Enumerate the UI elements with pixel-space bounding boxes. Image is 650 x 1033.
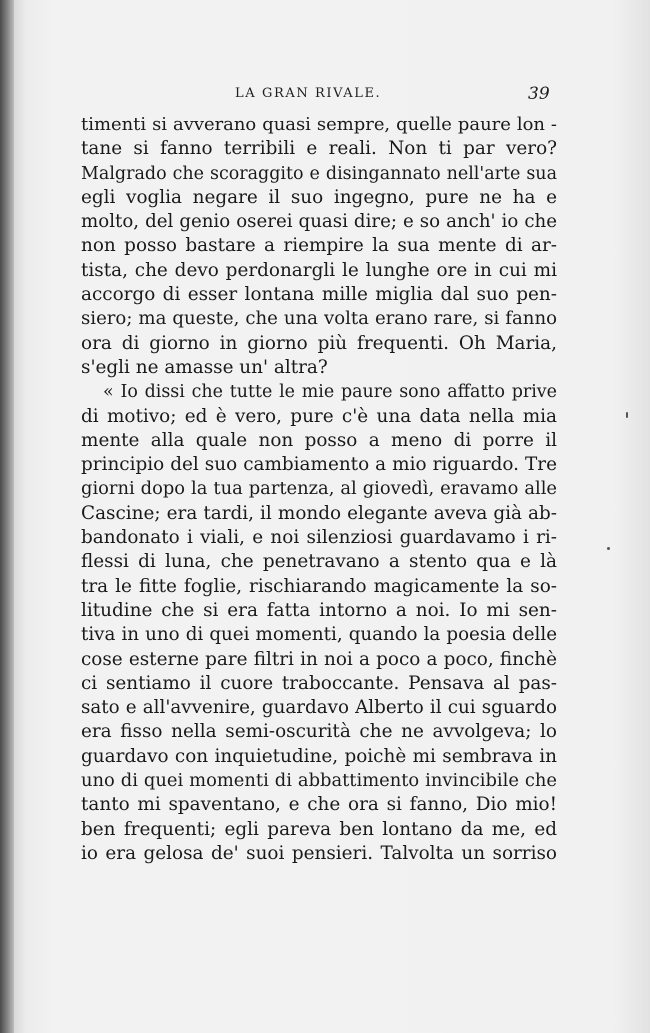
paper-speck: [626, 412, 628, 418]
body-text: [81, 113, 557, 866]
text-line: uno di quei momenti di abbattimento invincibile che: [81, 770, 557, 792]
page-number: 39: [528, 84, 550, 104]
text-line: io era gelosa de' suoi pensieri. Talvolta un sorriso: [81, 842, 557, 864]
text-line: litudine che si era fatta intorno a noi. Io mi sen-: [81, 599, 557, 621]
text-line: sato e all'avvenire, guardavo Alberto il cui sguardo: [81, 697, 557, 719]
text-line: tanto mi spaventano, e che ora si fanno, Dio mio!: [81, 794, 557, 816]
text-line: mente alla quale non posso a meno di porre il: [81, 429, 557, 451]
text-line: Malgrado che scoraggito e disingannato nell'arte sua: [81, 163, 557, 184]
text-line: tane si fanno terribili e reali. Non ti par vero?: [81, 138, 557, 160]
text-line: s'egli ne amasse un' altra?: [81, 356, 328, 378]
text-line: siero; ma queste, che una volta erano rare, si fanno: [81, 308, 557, 330]
text-line: Cascine; era tardi, il mondo elegante aveva già ab-: [81, 502, 557, 524]
text-line: giorni dopo la tua partenza, al giovedì, eravamo alle: [81, 478, 557, 500]
text-line: ora di giorno in giorno più frequenti. Oh Maria,: [81, 332, 557, 354]
text-line: di motivo; ed è vero, pure c'è una data nella mia: [81, 405, 557, 427]
text-line: « Io dissi che tutte le mie paure sono affatto prive: [103, 382, 557, 403]
text-line: tista, che devo perdonargli le lunghe ore in cui mi: [81, 259, 557, 281]
text-line: ci sentiamo il cuore traboccante. Pensava al pas-: [81, 672, 557, 694]
text-line: non posso bastare a riempire la sua mente di ar-: [81, 235, 557, 257]
text-line: ben frequenti; egli pareva ben lontano da me, ed: [81, 818, 557, 840]
text-line: tiva in uno di quei momenti, quando la poesia delle: [81, 624, 557, 646]
text-line: tra le fitte foglie, rischiarando magicamente la so-: [81, 575, 557, 597]
paper-speck: [607, 547, 610, 550]
text-line: timenti si avverano quasi sempre, quelle paure lon -: [81, 114, 557, 135]
text-line: cose esterne pare filtri in noi a poco a poco, finchè: [81, 648, 557, 670]
page-gutter: [0, 0, 14, 1033]
page-header: [0, 86, 650, 110]
text-line: bandonato i viali, e noi silenziosi guardavamo i ri-: [81, 527, 557, 549]
text-line: principio del suo cambiamento a mio riguardo. Tre: [81, 454, 557, 476]
text-line: molto, del genio oserei quasi dire; e so anch' io che: [81, 211, 557, 233]
text-line: egli voglia negare il suo ingegno, pure ne ha e: [81, 186, 557, 208]
text-line: accorgo di esser lontana mille miglia dal suo pen-: [81, 284, 557, 306]
text-line: era fisso nella semi-oscurità che ne avvolgeva; lo: [81, 721, 557, 743]
text-line: guardavo con inquietudine, poichè mi sembrava in: [81, 745, 557, 767]
running-title: LA GRAN RIVALE.: [235, 86, 382, 101]
text-line: flessi di luna, che penetravano a stento qua e là: [81, 551, 557, 573]
